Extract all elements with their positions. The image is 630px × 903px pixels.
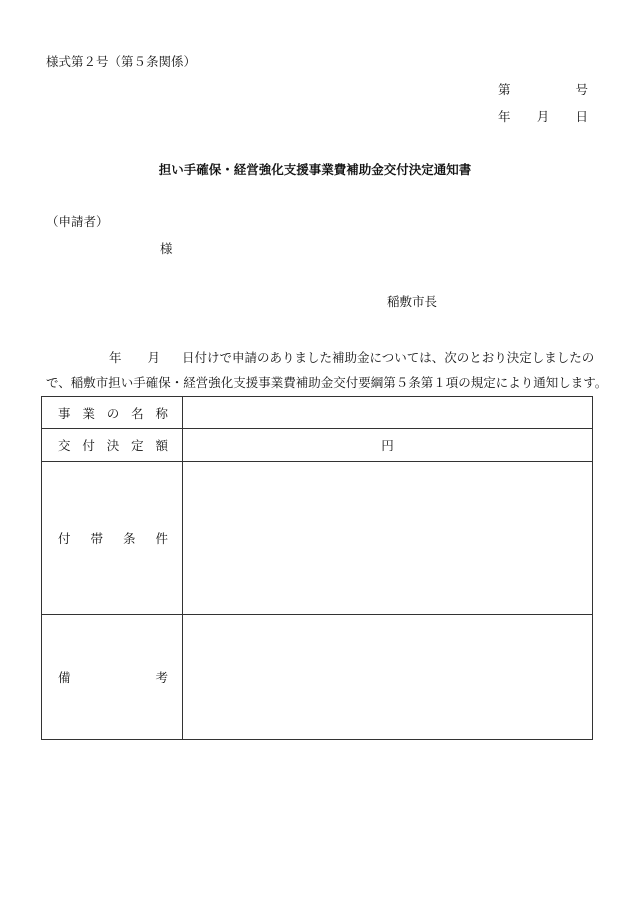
label-char: 定 <box>131 438 144 453</box>
label-char: 事 <box>58 405 71 421</box>
honorific: 様 <box>160 241 173 256</box>
doc-number-prefix: 第 <box>498 82 511 97</box>
value-cell-grant-amount: 円 <box>183 429 593 462</box>
issuer: 稲敷市長 <box>387 294 438 309</box>
label-char: 決 <box>106 438 120 453</box>
body-line-2: で、稲敷市担い手確保・経営強化支援事業費補助金交付要綱第５条第１項の規定により通知します。 <box>46 375 608 390</box>
label-char: 帯 <box>90 531 103 546</box>
label-char: 件 <box>155 531 168 546</box>
label-char: 業 <box>82 405 95 421</box>
body-year: 年 <box>109 350 122 365</box>
label-cell-grant-amount <box>42 429 183 462</box>
decision-table <box>41 396 593 740</box>
label-char: 備 <box>58 670 71 685</box>
doc-number-suffix: 号 <box>575 82 588 97</box>
table-row <box>42 615 593 740</box>
label-char: 称 <box>155 405 168 421</box>
document-title: 担い手確保・経営強化支援事業費補助金交付決定通知書 <box>158 162 472 177</box>
label-char: 名 <box>131 405 144 421</box>
issue-date <box>498 107 588 125</box>
label-cell-remarks <box>42 615 183 740</box>
value-cell-conditions <box>183 462 593 615</box>
label-cell-project-name <box>42 397 183 429</box>
label-char: の <box>106 405 120 421</box>
date-month: 月 <box>536 109 550 124</box>
label-char: 付 <box>58 531 71 546</box>
applicant-label: （申請者） <box>46 214 109 229</box>
table-row <box>42 429 593 462</box>
label-char: 考 <box>155 670 168 685</box>
label-cell-conditions <box>42 462 183 615</box>
label-char: 交 <box>58 438 71 453</box>
label-char: 額 <box>155 438 168 453</box>
value-cell-project-name <box>183 397 593 429</box>
date-day: 日 <box>575 109 588 124</box>
body-line-1-rest: 日付けで申請のありました補助金については、次のとおり決定しましたの <box>182 350 595 365</box>
date-year: 年 <box>498 109 511 124</box>
table-row <box>42 462 593 615</box>
table-row <box>42 397 593 429</box>
label-char: 条 <box>122 531 136 546</box>
value-cell-remarks <box>183 615 593 740</box>
body-line-1 <box>109 348 594 366</box>
body-month: 月 <box>147 350 161 365</box>
label-char: 付 <box>82 438 95 453</box>
document-number <box>498 80 588 98</box>
form-number: 様式第２号（第５条関係） <box>46 54 197 69</box>
